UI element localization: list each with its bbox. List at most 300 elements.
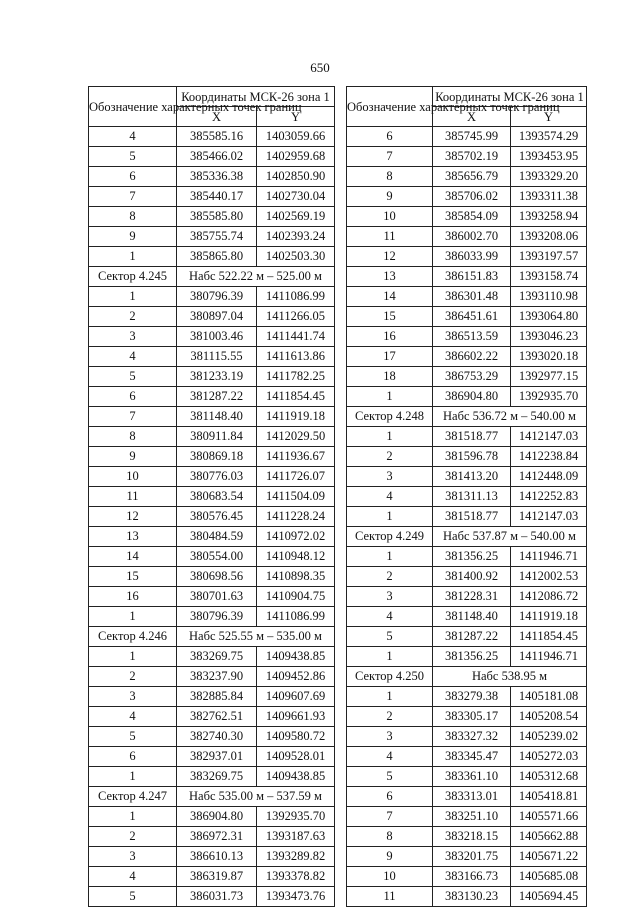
point-number: 1 [89,807,177,827]
point-number: 15 [347,307,433,327]
coord-x: 386513.59 [433,327,511,347]
coord-y: 1393187.63 [257,827,335,847]
coord-x: 385706.02 [433,187,511,207]
point-number: 1 [347,547,433,567]
header-point-label: Обозначение характерных точек границ [347,87,433,127]
coord-x: 386610.13 [177,847,257,867]
point-number: 4 [89,127,177,147]
coord-x: 380484.59 [177,527,257,547]
coord-y: 1411946.71 [511,547,587,567]
coord-x: 381356.25 [433,647,511,667]
point-number: 1 [347,647,433,667]
point-number: 4 [89,347,177,367]
sector-row [89,787,335,807]
coord-y: 1393311.38 [511,187,587,207]
table-row [89,547,335,567]
point-number: 4 [89,707,177,727]
point-number: 5 [89,727,177,747]
coord-y: 1405181.08 [511,687,587,707]
coord-y: 1405312.68 [511,767,587,787]
table-row [347,227,587,247]
point-number: 2 [89,667,177,687]
table-row [89,567,335,587]
sector-row [347,527,587,547]
point-number: 11 [347,887,433,907]
sector-row [89,627,335,647]
coord-y: 1411854.45 [511,627,587,647]
point-number: 2 [347,707,433,727]
point-number: 8 [89,427,177,447]
table-row [347,627,587,647]
point-number: 3 [347,587,433,607]
coord-y: 1393453.95 [511,147,587,167]
coord-y: 1409661.93 [257,707,335,727]
coord-x: 380698.56 [177,567,257,587]
point-number: 13 [89,527,177,547]
point-number: 5 [89,887,177,907]
point-number: 7 [89,187,177,207]
table-row [89,467,335,487]
coord-x: 383218.15 [433,827,511,847]
coord-x: 385466.02 [177,147,257,167]
table-row [89,587,335,607]
coord-y: 1405694.45 [511,887,587,907]
coord-y: 1405671.22 [511,847,587,867]
coord-y: 1412448.09 [511,467,587,487]
table-row [89,807,335,827]
coord-x: 386002.70 [433,227,511,247]
coord-y: 1411086.99 [257,287,335,307]
header-coord-system: Координаты МСК-26 зона 1 [177,87,335,107]
coord-x: 385585.80 [177,207,257,227]
table-row [347,607,587,627]
table-row [347,827,587,847]
coord-y: 1411919.18 [257,407,335,427]
coord-x: 383279.38 [433,687,511,707]
coord-x: 381311.13 [433,487,511,507]
coord-x: 380796.39 [177,607,257,627]
coord-y: 1405685.08 [511,867,587,887]
point-number: 10 [347,207,433,227]
coord-x: 386151.83 [433,267,511,287]
table-row [89,287,335,307]
coord-x: 386904.80 [433,387,511,407]
table-row [347,727,587,747]
coord-y: 1411613.86 [257,347,335,367]
point-number: 14 [347,287,433,307]
point-number: 13 [347,267,433,287]
table-row [89,127,335,147]
coord-x: 380869.18 [177,447,257,467]
table-row [347,307,587,327]
table-row [347,207,587,227]
table-row [89,387,335,407]
coord-y: 1393110.98 [511,287,587,307]
table-row [347,147,587,167]
coord-x: 383166.73 [433,867,511,887]
table-row [89,827,335,847]
sector-name: Сектор 4.246 [89,627,177,647]
table-row [347,647,587,667]
coord-x: 380701.63 [177,587,257,607]
point-number: 4 [347,747,433,767]
table-row [89,847,335,867]
point-number: 8 [347,827,433,847]
table-row [347,867,587,887]
point-number: 15 [89,567,177,587]
coord-x: 383251.10 [433,807,511,827]
coord-x: 383327.32 [433,727,511,747]
coord-y: 1409607.69 [257,687,335,707]
sector-name: Сектор 4.247 [89,787,177,807]
point-number: 5 [89,367,177,387]
coord-x: 385440.17 [177,187,257,207]
point-number: 3 [347,467,433,487]
coord-x: 381228.31 [433,587,511,607]
sector-name: Сектор 4.249 [347,527,433,547]
coord-x: 383361.10 [433,767,511,787]
coord-x: 383269.75 [177,767,257,787]
table-row [347,487,587,507]
coord-x: 380911.84 [177,427,257,447]
table-body-right [347,127,587,907]
coord-y: 1412147.03 [511,507,587,527]
table-row [89,167,335,187]
point-number: 17 [347,347,433,367]
coord-x: 383130.23 [433,887,511,907]
point-number: 2 [347,567,433,587]
point-number: 2 [89,827,177,847]
coord-y: 1393574.29 [511,127,587,147]
table-row [347,367,587,387]
coord-x: 380683.54 [177,487,257,507]
point-number: 9 [89,447,177,467]
coord-x: 381413.20 [433,467,511,487]
coord-x: 382885.84 [177,687,257,707]
coord-x: 383313.01 [433,787,511,807]
coord-x: 381233.19 [177,367,257,387]
coordinates-table-right [346,86,587,907]
table-row [89,207,335,227]
table-row [347,787,587,807]
table-row [347,467,587,487]
coord-y: 1409438.85 [257,767,335,787]
table-row [89,687,335,707]
point-number: 4 [347,607,433,627]
coord-y: 1402959.68 [257,147,335,167]
coord-y: 1410972.02 [257,527,335,547]
point-number: 1 [89,247,177,267]
sector-elevation: Набс 536.72 м – 540.00 м [433,407,587,427]
table-row [89,307,335,327]
table-row [89,327,335,347]
point-number: 14 [89,547,177,567]
sector-elevation: Набс 522.22 м – 525.00 м [177,267,335,287]
coord-x: 381518.77 [433,427,511,447]
header-x: X [433,107,511,127]
sector-name: Сектор 4.245 [89,267,177,287]
coord-x: 381356.25 [433,547,511,567]
coord-y: 1410904.75 [257,587,335,607]
coord-y: 1411504.09 [257,487,335,507]
point-number: 9 [347,847,433,867]
table-row [89,867,335,887]
coord-x: 381518.77 [433,507,511,527]
table-row [347,507,587,527]
table-row [89,487,335,507]
coord-y: 1393208.06 [511,227,587,247]
coord-y: 1405272.03 [511,747,587,767]
point-number: 10 [89,467,177,487]
coord-x: 386451.61 [433,307,511,327]
point-number: 2 [89,307,177,327]
point-number: 3 [89,687,177,707]
point-number: 9 [347,187,433,207]
table-row [89,147,335,167]
point-number: 9 [89,227,177,247]
table-row [89,887,335,907]
point-number: 10 [347,867,433,887]
point-number: 1 [89,607,177,627]
coord-y: 1411854.45 [257,387,335,407]
coord-x: 386753.29 [433,367,511,387]
table-row [347,747,587,767]
header-x: X [177,107,257,127]
table-row [89,707,335,727]
coord-y: 1393289.82 [257,847,335,867]
coord-x: 382762.51 [177,707,257,727]
coord-x: 380897.04 [177,307,257,327]
coord-x: 386972.31 [177,827,257,847]
header-y: Y [511,107,587,127]
coord-y: 1393473.76 [257,887,335,907]
table-row [89,227,335,247]
coord-x: 381148.40 [177,407,257,427]
table-row [89,347,335,367]
coord-x: 381596.78 [433,447,511,467]
coord-y: 1392935.70 [511,387,587,407]
coord-y: 1393378.82 [257,867,335,887]
coord-y: 1393158.74 [511,267,587,287]
coord-y: 1402850.90 [257,167,335,187]
point-number: 6 [89,747,177,767]
point-number: 2 [347,447,433,467]
coord-x: 386033.99 [433,247,511,267]
point-number: 12 [89,507,177,527]
coord-y: 1412147.03 [511,427,587,447]
point-number: 7 [347,807,433,827]
coord-x: 386319.87 [177,867,257,887]
coord-y: 1393064.80 [511,307,587,327]
sector-elevation: Набс 538.95 м [433,667,587,687]
coord-x: 380776.03 [177,467,257,487]
coord-x: 381287.22 [433,627,511,647]
coord-y: 1411266.05 [257,307,335,327]
coord-y: 1410898.35 [257,567,335,587]
coord-x: 385854.09 [433,207,511,227]
point-number: 16 [89,587,177,607]
point-number: 1 [89,287,177,307]
coord-y: 1411086.99 [257,607,335,627]
point-number: 6 [89,387,177,407]
page-number: 650 [310,60,330,75]
coord-x: 381115.55 [177,347,257,367]
coord-y: 1412002.53 [511,567,587,587]
table-row [347,287,587,307]
point-number: 16 [347,327,433,347]
point-number: 3 [89,327,177,347]
sector-name: Сектор 4.248 [347,407,433,427]
table-row [89,507,335,527]
header-coord-system: Координаты МСК-26 зона 1 [433,87,587,107]
point-number: 3 [89,847,177,867]
coord-y: 1393197.57 [511,247,587,267]
table-row [347,807,587,827]
table-row [347,447,587,467]
table-row [347,687,587,707]
table-row [347,187,587,207]
coord-y: 1411726.07 [257,467,335,487]
point-number: 7 [89,407,177,427]
table-row [347,247,587,267]
point-number: 12 [347,247,433,267]
point-number: 4 [347,487,433,507]
table-row [89,767,335,787]
point-number: 3 [347,727,433,747]
table-row [347,427,587,447]
point-number: 1 [347,687,433,707]
coord-y: 1409580.72 [257,727,335,747]
coord-y: 1411936.67 [257,447,335,467]
coord-x: 383305.17 [433,707,511,727]
coord-x: 380796.39 [177,287,257,307]
coord-y: 1412238.84 [511,447,587,467]
table-row [347,707,587,727]
coord-y: 1409528.01 [257,747,335,767]
coord-x: 386301.48 [433,287,511,307]
table-row [89,747,335,767]
coord-y: 1409452.86 [257,667,335,687]
coord-y: 1409438.85 [257,647,335,667]
coord-x: 386904.80 [177,807,257,827]
table-row [89,727,335,747]
coord-y: 1393258.94 [511,207,587,227]
coord-y: 1411228.24 [257,507,335,527]
coord-y: 1405662.88 [511,827,587,847]
point-number: 7 [347,147,433,167]
coord-y: 1393329.20 [511,167,587,187]
point-number: 6 [347,127,433,147]
sector-row [89,267,335,287]
table-row [347,767,587,787]
table-row [347,167,587,187]
coord-x: 385585.16 [177,127,257,147]
table-row [347,847,587,867]
point-number: 6 [89,167,177,187]
coord-y: 1410948.12 [257,547,335,567]
sector-name: Сектор 4.250 [347,667,433,687]
coord-y: 1402503.30 [257,247,335,267]
table-row [347,347,587,367]
table-row [89,407,335,427]
coord-x: 381400.92 [433,567,511,587]
coord-x: 385755.74 [177,227,257,247]
sector-row [347,407,587,427]
point-number: 5 [347,767,433,787]
coord-y: 1402569.19 [257,207,335,227]
point-number: 1 [347,427,433,447]
coord-y: 1411441.74 [257,327,335,347]
point-number: 1 [347,507,433,527]
coord-x: 382740.30 [177,727,257,747]
coord-y: 1392977.15 [511,367,587,387]
coord-y: 1393020.18 [511,347,587,367]
header-y: Y [257,107,335,127]
coord-x: 383345.47 [433,747,511,767]
table-row [89,367,335,387]
coord-x: 381003.46 [177,327,257,347]
coord-y: 1405571.66 [511,807,587,827]
point-number: 11 [89,487,177,507]
table-body-left [89,127,335,907]
coord-y: 1402393.24 [257,227,335,247]
point-number: 18 [347,367,433,387]
coord-x: 380554.00 [177,547,257,567]
table-row [347,567,587,587]
coord-y: 1405418.81 [511,787,587,807]
table-row [89,667,335,687]
coord-y: 1393046.23 [511,327,587,347]
table-row [89,187,335,207]
coord-y: 1405208.54 [511,707,587,727]
table-row [89,607,335,627]
table-row [347,387,587,407]
coord-x: 382937.01 [177,747,257,767]
coord-x: 380576.45 [177,507,257,527]
coord-x: 385865.80 [177,247,257,267]
point-number: 11 [347,227,433,247]
table-row [89,427,335,447]
coord-x: 385745.99 [433,127,511,147]
table-row [89,447,335,467]
table-row [347,547,587,567]
coord-y: 1412029.50 [257,427,335,447]
point-number: 5 [89,147,177,167]
coord-x: 386602.22 [433,347,511,367]
table-row [89,247,335,267]
coord-x: 383201.75 [433,847,511,867]
coord-y: 1411782.25 [257,367,335,387]
point-number: 1 [347,387,433,407]
sector-elevation: Набс 535.00 м – 537.59 м [177,787,335,807]
coord-y: 1411946.71 [511,647,587,667]
table-row [89,647,335,667]
coord-y: 1411919.18 [511,607,587,627]
sector-row [347,667,587,687]
table-row [347,587,587,607]
coordinates-table-left [88,86,335,907]
point-number: 4 [89,867,177,887]
header-point-label: Обозначение характерных точек границ [89,87,177,127]
point-number: 8 [89,207,177,227]
coord-y: 1412252.83 [511,487,587,507]
point-number: 1 [89,767,177,787]
coord-x: 383269.75 [177,647,257,667]
table-row [347,267,587,287]
table-row [89,527,335,547]
coord-x: 381148.40 [433,607,511,627]
coord-y: 1392935.70 [257,807,335,827]
